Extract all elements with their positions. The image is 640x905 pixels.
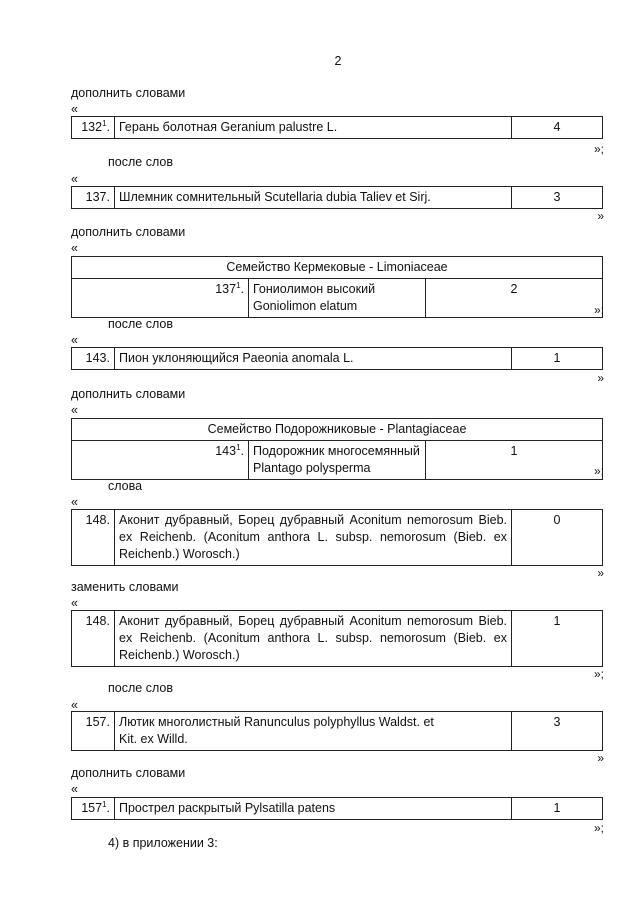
species-name: Лютик многолистный Ranunculus polyphyllus Waldst. et Kit. ex Willd. xyxy=(115,712,512,751)
species-table xyxy=(71,256,603,318)
row-number: $143^1$. xyxy=(72,441,249,480)
row-number: $157^1$. xyxy=(72,798,115,820)
open-quote: « xyxy=(71,596,78,610)
species-row xyxy=(71,711,603,751)
species-row xyxy=(71,116,603,139)
close-quote: »; xyxy=(593,464,604,478)
category-value: 0 xyxy=(512,510,603,566)
instruction-text: заменить словами xyxy=(71,580,179,594)
close-quote: »; xyxy=(593,142,604,156)
species-name: Аконит дубравный, Борец дубравный Aconitum nemorosum Bieb. ex Reichenb. (Aconitum anthora L. subsp. nemorosum (Bieb. ex Reichenb.) Worosch.) xyxy=(115,611,512,667)
row-number: $132^1$. xyxy=(72,117,115,139)
species-name: Прострел раскрытый Pylsatilla patens xyxy=(115,798,512,820)
category-value: 4 xyxy=(512,117,603,139)
row-number: 143. xyxy=(72,348,115,370)
open-quote: « xyxy=(71,333,78,347)
species-name: Подорожник многосемянный Plantago polysperma xyxy=(249,441,426,480)
close-quote: »; xyxy=(593,667,604,681)
instruction-text: слова xyxy=(108,479,143,493)
family-header: Семейство Подорожниковые - Plantagiaceae xyxy=(72,419,603,441)
open-quote: « xyxy=(71,698,78,712)
close-quote: »; xyxy=(593,821,604,835)
category-value: 1 xyxy=(512,611,603,667)
species-name: Пион уклоняющийся Paeonia anomala L. xyxy=(115,348,512,370)
species-row xyxy=(71,347,603,370)
open-quote: « xyxy=(71,782,78,796)
species-name: Гониолимон высокий Goniolimon elatum xyxy=(249,279,426,318)
instruction-text: дополнить словами xyxy=(71,86,186,100)
species-name: Шлемник сомнительный Scutellaria dubia Taliev et Sirj. xyxy=(115,187,512,209)
category-value: 1 xyxy=(512,798,603,820)
open-quote: « xyxy=(71,241,78,255)
category-value: 3 xyxy=(512,187,603,209)
appendix-item: 4) в приложении 3: xyxy=(108,836,218,850)
species-row xyxy=(71,186,603,209)
close-quote: » xyxy=(597,371,604,385)
close-quote: » xyxy=(597,751,604,765)
row-number: 137. xyxy=(72,187,115,209)
open-quote: « xyxy=(71,403,78,417)
species-row xyxy=(71,509,603,566)
instruction-text: после слов xyxy=(108,681,173,695)
open-quote: « xyxy=(71,172,78,186)
close-quote: » xyxy=(597,209,604,223)
category-value: 2 xyxy=(426,279,603,318)
species-name: Аконит дубравный, Борец дубравный Aconitum nemorosum Bieb. ex Reichenb. (Aconitum anthora L. subsp. nemorosum (Bieb. ex Reichenb.) Worosch.) xyxy=(115,510,512,566)
open-quote: « xyxy=(71,102,78,116)
instruction-text: дополнить словами xyxy=(71,387,186,401)
row-number: 148. xyxy=(72,510,115,566)
instruction-text: дополнить словами xyxy=(71,766,186,780)
species-row xyxy=(71,610,603,667)
species-row xyxy=(71,797,603,820)
instruction-text: после слов xyxy=(108,155,173,169)
species-table xyxy=(71,418,603,480)
open-quote: « xyxy=(71,495,78,509)
category-value: 3 xyxy=(512,712,603,751)
instruction-text: дополнить словами xyxy=(71,225,186,239)
category-value: 1 xyxy=(512,348,603,370)
row-number: $137^1$. xyxy=(72,279,249,318)
row-number: 148. xyxy=(72,611,115,667)
family-header: Семейство Кермековые - Limoniaceae xyxy=(72,257,603,279)
close-quote: »; xyxy=(593,303,604,317)
category-value: 1 xyxy=(426,441,603,480)
species-name: Герань болотная Geranium palustre L. xyxy=(115,117,512,139)
instruction-text: после слов xyxy=(108,317,173,331)
close-quote: » xyxy=(597,566,604,580)
row-number: 157. xyxy=(72,712,115,751)
page-number: 2 xyxy=(334,54,342,68)
